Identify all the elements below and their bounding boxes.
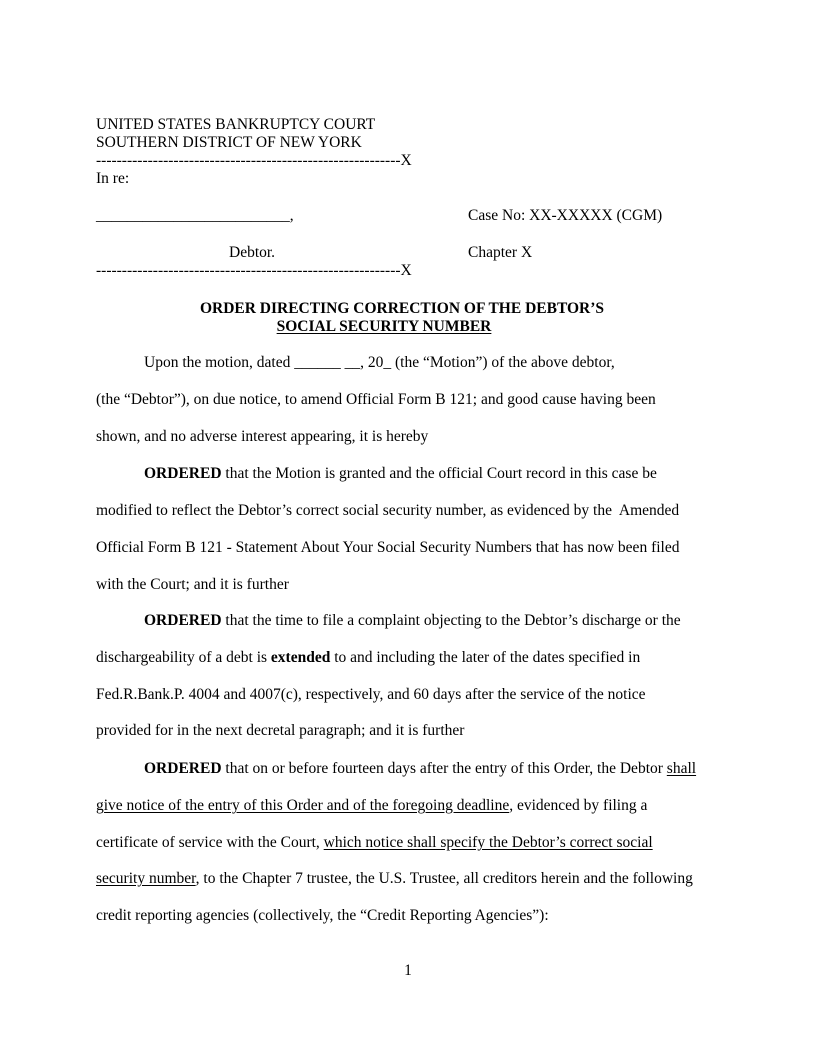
court-name: UNITED STATES BANKRUPTCY COURT	[96, 116, 376, 133]
case-number: Case No: XX-XXXXX (CGM)	[468, 207, 663, 224]
paragraph-4-text: certificate of service with the Court,	[96, 834, 324, 851]
page-number: 1	[404, 962, 412, 979]
paragraph-3-line-3: Fed.R.Bank.P. 4004 and 4007(c), respectively, and 60 days after the service of the notice	[96, 686, 646, 703]
paragraph-4-text: , to the Chapter 7 trustee, the U.S. Trustee, all creditors herein and the following	[195, 870, 693, 887]
underlined-text: give notice of the entry of this Order and of the foregoing deadline	[96, 797, 510, 814]
paragraph-2-line-3: Official Form B 121 - Statement About Your Social Security Numbers that has now been filed	[96, 539, 680, 556]
caption-separator-bottom: -----------------------------------------------------------X	[96, 262, 412, 279]
paragraph-4-line-4	[96, 870, 693, 888]
ordered-keyword: ORDERED	[144, 760, 222, 777]
paragraph-4-line-3	[96, 834, 653, 852]
paragraph-3-line-1	[144, 612, 681, 630]
paragraph-3-text: dischargeability of a debt is	[96, 649, 271, 666]
paragraph-2-text: that the Motion is granted and the official Court record in this case be	[221, 465, 657, 482]
underlined-text: which notice shall specify the Debtor’s correct social	[323, 834, 653, 851]
paragraph-1-line-3: shown, and no adverse interest appearing, it is hereby	[96, 428, 429, 445]
paragraph-1-line-1: Upon the motion, dated ______ __, 20_ (the “Motion”) of the above debtor,	[144, 354, 615, 371]
paragraph-4-line-5: credit reporting agencies (collectively, the “Credit Reporting Agencies”):	[96, 907, 549, 924]
paragraph-3-text: that the time to file a complaint objecting to the Debtor’s discharge or the	[221, 612, 681, 629]
paragraph-1-line-2: (the “Debtor”), on due notice, to amend Official Form B 121; and good cause having been	[96, 391, 656, 408]
court-district: SOUTHERN DISTRICT OF NEW YORK	[96, 134, 362, 151]
order-title-line1: ORDER DIRECTING CORRECTION OF THE DEBTOR’S	[199, 300, 605, 317]
extended-keyword: extended	[270, 649, 331, 666]
underlined-text: shall	[666, 760, 697, 777]
paragraph-2-line-1	[144, 465, 657, 483]
ordered-keyword: ORDERED	[144, 612, 222, 629]
paragraph-3-line-4: provided for in the next decretal paragraph; and it is further	[96, 722, 465, 739]
paragraph-2-line-2: modified to reflect the Debtor’s correct social security number, as evidenced by the Amended	[96, 502, 680, 519]
paragraph-4-line-1	[144, 760, 696, 778]
paragraph-4-text: , evidenced by filing a	[509, 797, 648, 814]
debtor-label: Debtor.	[229, 244, 276, 261]
chapter-label: Chapter X	[468, 244, 533, 261]
in-re-label: In re:	[96, 170, 130, 187]
ordered-keyword: ORDERED	[144, 465, 222, 482]
paragraph-4-text: that on or before fourteen days after the entry of this Order, the Debtor	[221, 760, 667, 777]
paragraph-3-text: to and including the later of the dates specified in	[330, 649, 641, 666]
underlined-text: security number	[96, 870, 196, 887]
order-title-line2: SOCIAL SECURITY NUMBER	[276, 318, 492, 335]
paragraph-2-line-4: with the Court; and it is further	[96, 576, 289, 593]
caption-separator-top: -----------------------------------------------------------X	[96, 152, 412, 169]
debtor-name-blank: _________________________,	[96, 207, 294, 224]
paragraph-4-line-2	[96, 797, 647, 815]
paragraph-3-line-2	[96, 649, 640, 667]
